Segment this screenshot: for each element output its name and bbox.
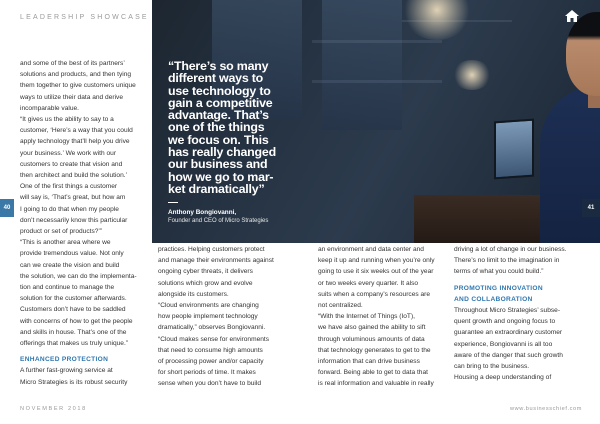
text-line: will say is, ‘That’s great, but how am bbox=[20, 194, 126, 202]
text-line: solutions which grow and evolve bbox=[158, 279, 253, 287]
text-line: “It gives us the ability to say to a bbox=[20, 116, 114, 124]
text-line: product or set of products?’” bbox=[20, 228, 103, 236]
page-number-left: 40 bbox=[0, 199, 14, 217]
quote-line: ket dramatically” bbox=[168, 181, 265, 196]
subhead-enhanced-protection: ENHANCED PROTECTION bbox=[20, 356, 109, 364]
text-line: going to use it six weeks out of the year bbox=[318, 268, 434, 276]
section-label: LEADERSHIP SHOWCASE bbox=[20, 14, 149, 21]
text-line: the solution, we can do the implementa- bbox=[20, 272, 137, 280]
text-line: them together to give customers unique bbox=[20, 82, 136, 90]
text-line: for short periods of time. It makes bbox=[158, 369, 256, 377]
text-line: Customers don’t have to be saddled bbox=[20, 306, 126, 314]
subhead-promoting-innovation: PROMOTING INNOVATION bbox=[454, 284, 543, 292]
text-line: practices. Helping customers protect bbox=[158, 246, 265, 253]
text-line: provide tremendous value. Not only bbox=[20, 250, 124, 258]
pull-quote bbox=[168, 60, 300, 195]
quote-author-role: Founder and CEO of Micro Strategies bbox=[168, 218, 269, 224]
text-column-2 bbox=[158, 244, 288, 390]
text-line: One of the first things a customer bbox=[20, 183, 118, 191]
text-line: we have also gained the ability to sift bbox=[318, 324, 426, 332]
text-line: can bring to the business. bbox=[454, 363, 530, 371]
text-line: There’s no limit to the imagination in bbox=[454, 257, 560, 265]
footer-url[interactable]: www.businesschief.com bbox=[510, 406, 582, 412]
text-line: can we create the vision and build bbox=[20, 261, 120, 269]
quote-line: use technology to bbox=[168, 83, 271, 98]
text-line: and some of the best of its partners’ bbox=[20, 60, 125, 67]
quote-line: how we go to mar- bbox=[168, 169, 274, 184]
text-line: forward. Being able to get to data that bbox=[318, 369, 428, 377]
text-line: guarantee an extraordinary customer bbox=[454, 329, 563, 337]
text-line: of processing power and/or capacity bbox=[158, 358, 264, 366]
text-line: solution for the customer afterwards. bbox=[20, 295, 127, 303]
text-line: experience, Bongiovanni is all too bbox=[454, 340, 553, 348]
quote-line: “There’s so many bbox=[168, 59, 269, 73]
text-line: and skills in house. That’s one of the bbox=[20, 328, 127, 336]
text-line: A further fast-growing service at bbox=[20, 367, 113, 375]
home-icon[interactable] bbox=[564, 9, 580, 23]
quote-line: one of the things bbox=[168, 120, 265, 135]
text-line: Housing a deep understanding of bbox=[454, 374, 552, 382]
text-line: or two weeks every quarter. It also bbox=[318, 279, 419, 287]
text-line: not centralized. bbox=[318, 302, 363, 310]
text-line: and manage their environments against bbox=[158, 257, 274, 265]
text-line: an environment and data center and bbox=[318, 246, 424, 253]
subhead-collaboration: AND COLLABORATION bbox=[454, 295, 533, 303]
text-line: is real information and valuable in really bbox=[318, 380, 434, 388]
text-line: then architect and build the solution.’ bbox=[20, 172, 128, 180]
laptop-screen bbox=[494, 119, 534, 180]
text-line: suits when a company’s resources are bbox=[318, 290, 431, 298]
text-line: apply technology that’ll help you drive bbox=[20, 138, 130, 146]
text-column-3 bbox=[318, 244, 448, 390]
quote-line: gain a competitive bbox=[168, 95, 273, 110]
text-line: solutions and products, and then tying bbox=[20, 71, 132, 79]
page-number-right: 41 bbox=[582, 199, 600, 217]
text-line: that need to consume high amounts bbox=[158, 346, 263, 354]
text-line: ways to utilize their data and derive bbox=[20, 93, 123, 101]
text-line: incomparable value. bbox=[20, 104, 80, 112]
text-line: Micro Strategies is its robust security bbox=[20, 378, 128, 386]
text-line: with concerns of how to get the people bbox=[20, 317, 133, 325]
text-line: “Cloud environments are changing bbox=[158, 302, 259, 310]
text-line: don’t necessarily know this particular bbox=[20, 216, 128, 224]
text-line: your business.’ We work with our bbox=[20, 149, 117, 157]
quote-author: Anthony Bongiovanni, bbox=[168, 209, 237, 216]
text-line: sense when you don’t have to build bbox=[158, 380, 262, 388]
quote-line: advantage. That’s bbox=[168, 108, 269, 123]
text-column-1 bbox=[20, 58, 150, 388]
text-line: driving a lot of change in our business. bbox=[454, 246, 567, 253]
footer-date: NOVEMBER 2018 bbox=[20, 406, 87, 412]
text-line: information that can drive business bbox=[318, 358, 420, 366]
text-line: that technology generates to get to the bbox=[318, 346, 431, 354]
text-line: terms of what you could build.” bbox=[454, 268, 544, 276]
text-line: tion and continue to manage the bbox=[20, 284, 115, 292]
text-line: “With the Internet of Things (IoT), bbox=[318, 313, 415, 321]
quote-line: different ways to bbox=[168, 71, 264, 86]
text-line: through voluminous amounts of data bbox=[318, 335, 425, 343]
text-line: customer, ‘Here’s a way that you could bbox=[20, 127, 133, 135]
text-line: how people implement technology bbox=[158, 313, 258, 321]
text-line: alongside its customers. bbox=[158, 290, 229, 298]
text-line: Throughout Micro Strategies’ subse- bbox=[454, 307, 561, 315]
quote-divider bbox=[168, 202, 178, 203]
quote-line: we focus on. This bbox=[168, 132, 269, 147]
text-line: ongoing cyber threats, it delivers bbox=[158, 268, 253, 276]
text-line: offerings that makes us truly unique.” bbox=[20, 340, 128, 348]
quote-line: our business and bbox=[168, 157, 268, 172]
text-line: keep it up and running when you’re only bbox=[318, 257, 435, 265]
text-line: quent growth and ongoing focus to bbox=[454, 318, 556, 326]
text-line: customers to create that vision and bbox=[20, 160, 123, 168]
text-line: dramatically,” observes Bongiovanni. bbox=[158, 324, 266, 332]
text-column-4 bbox=[454, 244, 584, 383]
text-line: I going to do that when my people bbox=[20, 205, 119, 213]
quote-line: has really changed bbox=[168, 145, 276, 160]
text-line: “Cloud makes sense for environments bbox=[158, 335, 270, 343]
text-line: aware of the danger that such growth bbox=[454, 351, 563, 359]
text-line: “This is another area where we bbox=[20, 239, 111, 247]
